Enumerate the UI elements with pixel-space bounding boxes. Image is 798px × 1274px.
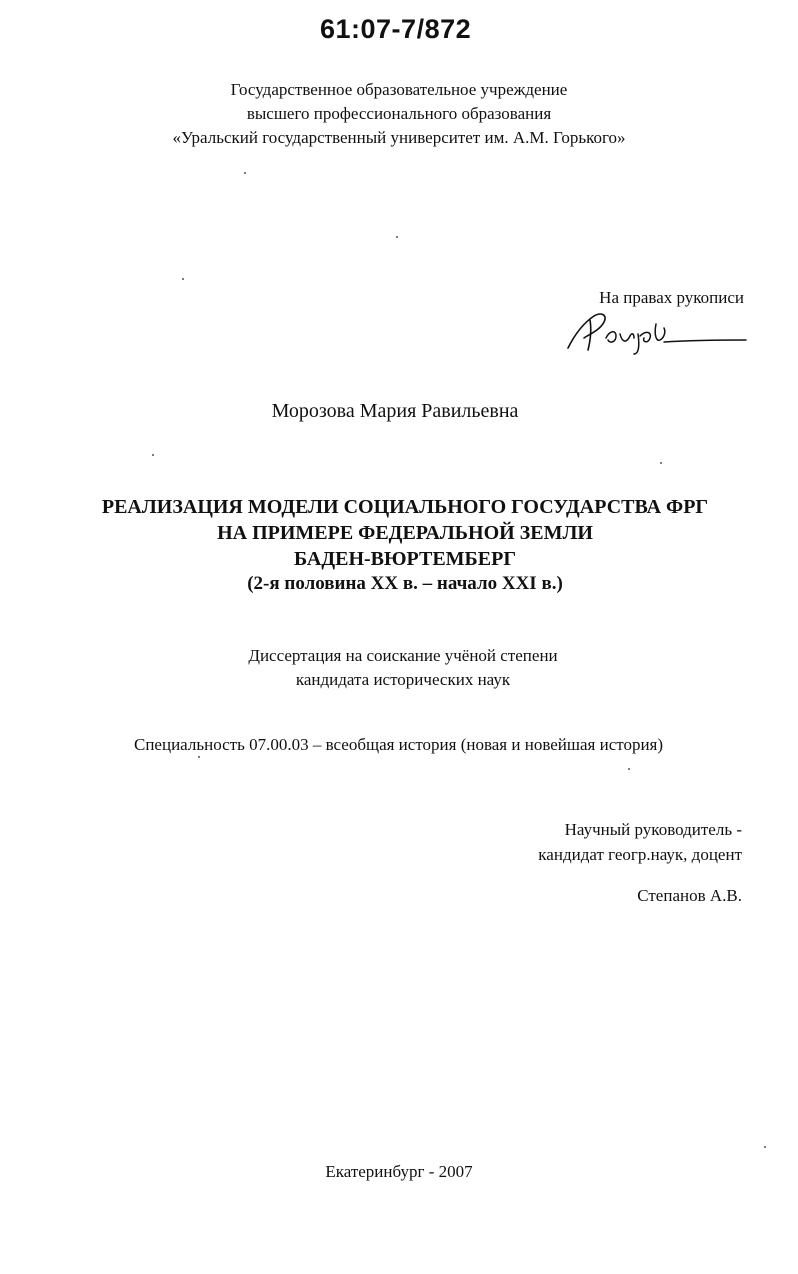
dissertation-line-1: Диссертация на соискание учёной степени	[248, 646, 558, 665]
archive-stamp: 61:07-7/872	[320, 14, 472, 44]
paper-speck	[198, 756, 200, 758]
title-line-1: РЕАЛИЗАЦИЯ МОДЕЛИ СОЦИАЛЬНОГО ГОСУДАРСТВА ФРГ	[101, 496, 709, 518]
advisor-role: Научный руководитель -	[564, 820, 742, 839]
specialty-line: Специальность 07.00.03 – всеобщая история (новая и новейшая история)	[134, 735, 664, 754]
paper-speck	[244, 172, 246, 174]
manuscript-note: На правах рукописи	[599, 288, 744, 307]
dissertation-line-2: кандидата исторических наук	[295, 670, 511, 689]
paper-speck	[182, 278, 184, 280]
subtitle-period: (2-я половина XX в. – начало XXI в.)	[247, 573, 563, 594]
institution-line-1: Государственное образовательное учреждение	[230, 80, 568, 99]
author-name: Морозова Мария Равильевна	[271, 400, 519, 422]
title-line-2: НА ПРИМЕРЕ ФЕДЕРАЛЬНОЙ ЗЕМЛИ	[217, 522, 593, 544]
place-year: Екатеринбург - 2007	[325, 1162, 473, 1181]
paper-speck	[628, 768, 630, 770]
paper-speck	[764, 1146, 766, 1148]
paper-speck	[660, 462, 662, 464]
advisor-degree: кандидат геогр.наук, доцент	[538, 845, 742, 864]
institution-line-3: «Уральский государственный университет им. А.М. Горького»	[172, 128, 626, 147]
paper-speck	[152, 454, 154, 456]
handwritten-signature	[560, 308, 750, 356]
institution-line-2: высшего профессионального образования	[246, 104, 552, 123]
title-line-3: БАДЕН-ВЮРТЕМБЕРГ	[293, 548, 517, 570]
advisor-name: Степанов А.В.	[637, 886, 742, 905]
paper-speck	[396, 236, 398, 238]
